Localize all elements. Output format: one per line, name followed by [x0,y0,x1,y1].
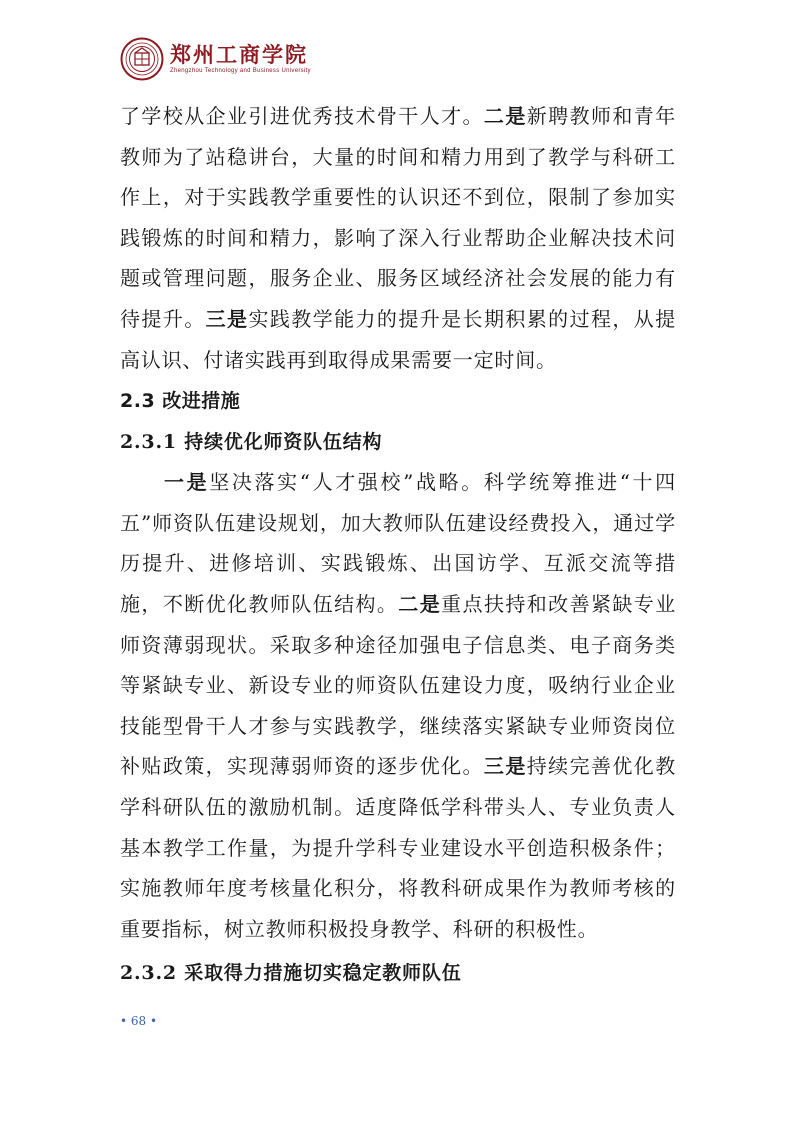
page-header [120,34,311,84]
paragraph-text: 重点扶持和改善紧缺专业师资薄弱现状。采取多种途径加强电子信息类、电子商务类等紧缺专业、新设专业的师资队伍建设力度，吸纳行业企业技能型骨干人才参与实践教学，继续落实紧缺专业师资岗位补贴政策，实现薄弱师资的逐步优化。 [120,591,676,779]
university-name-en: Zhengzhou Technology and Business University [170,67,311,74]
paragraph-text: 新聘教师和青年教师为了站稳讲台，大量的时间和精力用到了教学与科研工作上，对于实践教学重要性的认识还不到位，限制了参加实践锻炼的时间和精力，影响了深入行业帮助企业解决技术问题或管理问题，服务企业、服务区域经济社会发展的能力有待提升。 [120,104,676,331]
emphasis-third: 三是 [483,754,527,779]
subsection-heading-1: 2.3.1 持续优化师资队伍结构 [120,431,383,454]
university-seal-logo [120,37,164,81]
emphasis-first: 一是 [164,470,210,495]
section-heading: 2.3 改进措施 [120,390,241,413]
emphasis-second: 二是 [483,104,527,128]
body-paragraph-2 [120,462,676,949]
paragraph-text: 了学校从企业引进优秀技术骨干人才。 [120,104,484,128]
paragraph-text: 坚决落实“人才强校”战略。科学统筹推进“十四五”师资队伍建设规划，加大教师队伍建设经费投入，通过学历提升、进修培训、实践锻炼、出国访学、互派交流等措施，不断优化教师队伍结构。 [120,470,676,616]
paragraph-text: 实践教学能力的提升是长期积累的过程，从提高认识、付诸实践再到取得成果需要一定时间。 [120,306,677,372]
page-number: • 68 • [120,1014,158,1028]
subsection-heading-2: 2.3.2 采取得力措施切实稳定教师队伍 [120,962,462,985]
body-paragraph-1 [120,96,676,380]
university-name-cn: 郑州工商学院 [170,41,308,67]
paragraph-text: 持续完善优化教学科研队伍的激励机制。适度降低学科带头人、专业负责人基本教学工作量，为提升学科专业建设水平创造积极条件；实施教师年度考核量化积分，将教科研成果作为教师考核的重要指标，树立教师积极投身教学、科研的积极性。 [120,754,676,941]
page-body [120,96,676,993]
emphasis-third: 三是 [205,306,249,331]
emphasis-second: 二是 [398,591,442,616]
